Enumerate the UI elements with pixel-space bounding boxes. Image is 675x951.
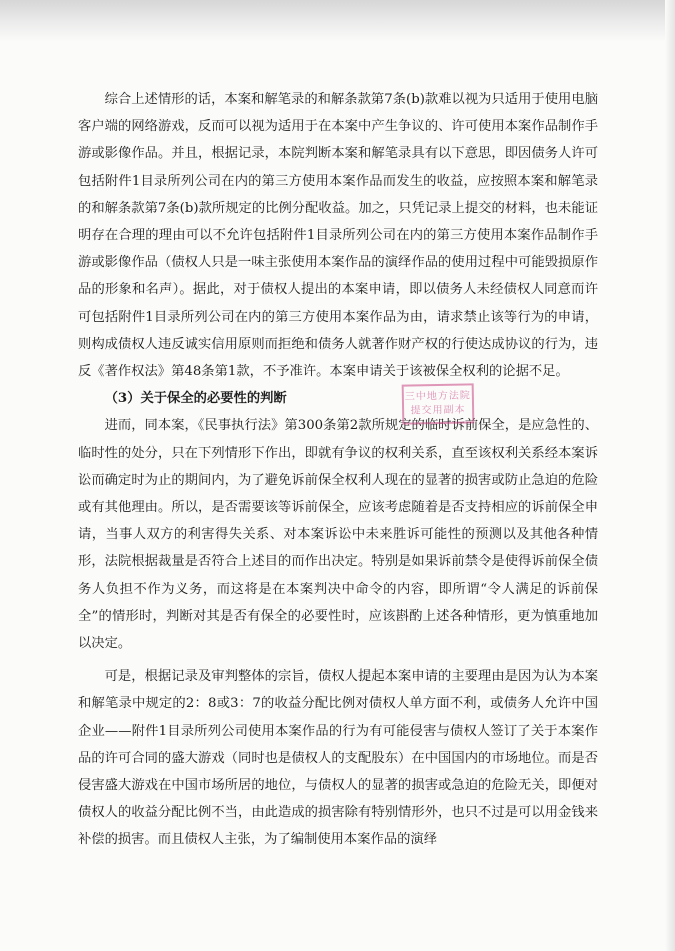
document-body (78, 86, 598, 854)
seal-line-2: 提交用副本 (410, 404, 466, 417)
court-seal-stamp (402, 383, 475, 424)
paragraph-2: 进而，同本案，《民事执行法》第300条第2款所规定的临时诉前保全，是应急性的、临时性的处分，只在下列情形下作出，即就有争议的权利关系，直至该权利关系经本案诉讼而确定时为止的期间内，为了避免诉前保全权利人现在的显著的损害或防止急迫的危险或有其他理由。所以，是否需要该等诉前保全，应该考虑随着是否支持相应的诉前保全申请，当事人双方的利害得失关系、对本案诉讼中未来胜诉可能性的预测以及其他各种情形，法院根据裁量是否符合上述目的而作出决定。特别是如果诉前禁令是使得诉前保全债务人负担不作为义务，而这将是在本案判决中命令的内容，即所谓“令人满足的诉前保全”的情形时，判断对其是否有保全的必要性时，应该斟酌上述各种情形，更为慎重地加以决定。 (78, 418, 598, 652)
paragraph-3: 可是，根据记录及审判整体的宗旨，债权人提起本案申请的主要理由是因为认为本案和解笔录中规定的2：8或3：7的收益分配比例对债权人单方面不利，或债务人允许中国企业——附件1目录所列公司使用本案作品的行为有可能侵害与债权人签订了关于本案作品的许可合同的盛大游戏（同时也是债权人的支配股东）在中国国内的市场地位。而是否侵害盛大游戏在中国市场所居的地位，与债权人的显著的损害或急迫的危险无关，即便对债权人的收益分配比例不当，由此造成的损害除有特别情形外，也只不过是可以用金钱来补偿的损害。而且债权人主张，为了编制使用本案作品的演绎 (78, 669, 598, 848)
section-heading: （3）关于保全的必要性的判断 (104, 391, 287, 407)
scan-shadow-top (0, 0, 675, 42)
paragraph-1: 综合上述情形的话，本案和解笔录的和解条款第7条(b)款难以视为只适用于使用电脑客户端的网络游戏，反而可以视为适用于在本案中产生争议的、许可使用本案作品制作手游或影像作品。并且，根据记录，本院判断本案和解笔录具有以下意思，即因债务人许可包括附件1目录所列公司在内的第三方使用本案作品而发生的收益，应按照本案和解笔录的和解条款第7条(b)款所规定的比例分配收益。加之，只凭记录上提交的材料，也未能证明存在合理的理由可以不允许包括附件1目录所列公司在内的第三方使用本案作品制作手游或影像作品（债权人只是一味主张使用本案作品的演绎作品的使用过程中可能毁损原作品的形象和名声）。据此，对于债权人提出的本案申请，即以债务人未经债权人同意而许可包括附件1目录所列公司在内的第三方使用本案作品为由，请求禁止该等行为的申请，则构成债权人违反诚实信用原则而拒绝和债务人就著作财产权的行使达成协议的行为，违反《著作权法》第48条第1款，不予准许。本案申请关于该被保全权利的论据不足。 (78, 92, 598, 380)
scan-shadow-right (665, 0, 675, 951)
seal-line-1: 三中地方法院 (404, 390, 471, 403)
